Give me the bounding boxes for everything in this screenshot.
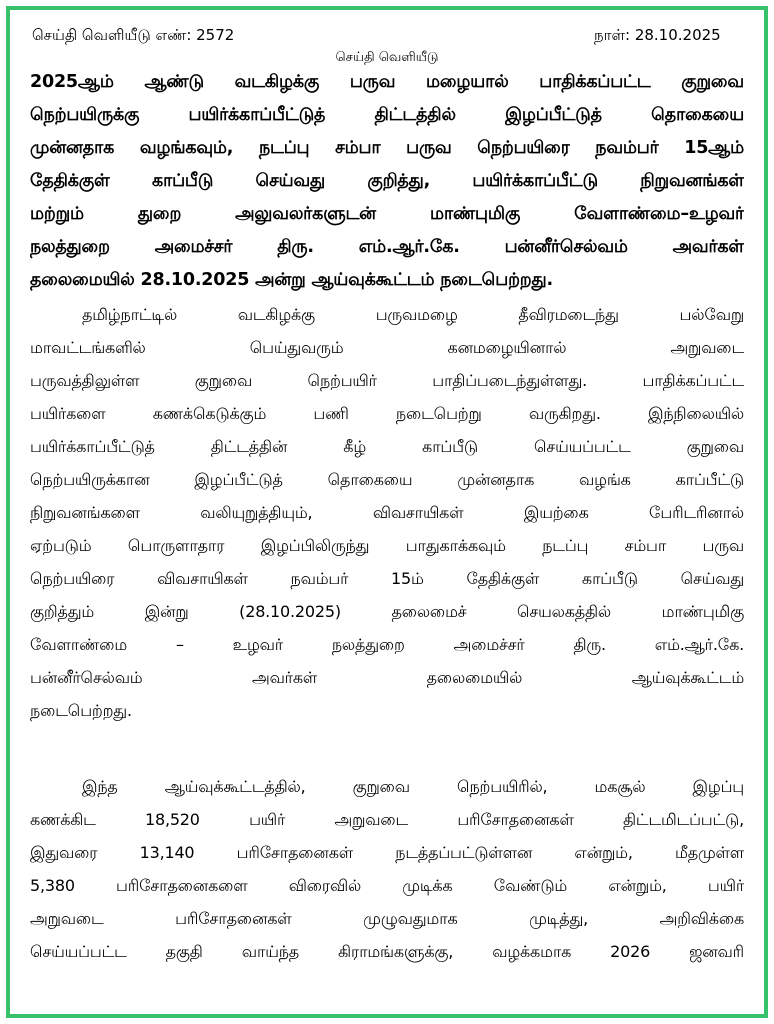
- body-line: தமிழ்நாட்டில் வடகிழக்கு பருவமழை தீவிரமடைந்து பல்வேறு: [82, 305, 744, 324]
- body-line: நெற்பயிரை விவசாயிகள் நவம்பர் 15ம் தேதிக்குள் காப்பீடு செய்வது: [30, 569, 744, 588]
- body-line: பயிர்க்காப்பீட்டுத் திட்டத்தின் கீழ் காப்பீடு செய்யப்பட்ட குறுவை: [30, 437, 744, 456]
- body-line: வேளாண்மை – உழவர் நலத்துறை அமைச்சர் திரு. எம்.ஆர்.கே.: [30, 635, 744, 654]
- body-paragraph-2: [30, 770, 744, 968]
- body-line: கணக்கிட 18,520 பயிர் அறுவடை பரிசோதனைகள் திட்டமிடப்பட்டு,: [30, 810, 744, 829]
- lead-line: நெற்பயிருக்கு பயிர்க்காப்பீட்டுத் திட்டத்தில் இழப்பீட்டுத் தொகையை: [30, 105, 744, 125]
- release-date: நாள்: 28.10.2025: [594, 26, 721, 44]
- header: [0, 26, 774, 50]
- body-line: அறுவடை பரிசோதனைகள் முழுவதுமாக முடித்து, அறிவிக்கை: [30, 909, 744, 928]
- body-line: பயிர்களை கணக்கெடுக்கும் பணி நடைபெற்று வருகிறது. இந்நிலையில்: [30, 404, 744, 423]
- body-line: செய்யப்பட்ட தகுதி வாய்ந்த கிராமங்களுக்கு, வழக்கமாக 2026 ஜனவரி: [30, 942, 744, 961]
- lead-line: நலத்துறை அமைச்சர் திரு. எம்.ஆர்.கே. பன்னீர்செல்வம் அவர்கள்: [30, 237, 744, 257]
- release-number: செய்தி வெளியீடு எண்: 2572: [32, 26, 235, 44]
- body-line: பருவத்திலுள்ள குறுவை நெற்பயிர் பாதிப்படைந்துள்ளது. பாதிக்கப்பட்ட: [30, 371, 744, 390]
- body-line: இந்த ஆய்வுக்கூட்டத்தில், குறுவை நெற்பயிரில், மகசூல் இழப்பு: [82, 777, 744, 796]
- body-line: குறித்தும் இன்று (28.10.2025) தலைமைச் செயலகத்தில் மாண்புமிகு: [30, 602, 744, 621]
- body-paragraph-1: [30, 298, 744, 727]
- body-line: மாவட்டங்களில் பெய்துவரும் கனமழையினால் அறுவடை: [30, 338, 744, 357]
- body-line: நெற்பயிருக்கான இழப்பீட்டுத் தொகையை முன்னதாக வழங்க காப்பீட்டு: [30, 470, 744, 489]
- body-line: இதுவரை 13,140 பரிசோதனைகள் நடத்தப்பட்டுள்ளன என்றும், மீதமுள்ள: [30, 843, 744, 862]
- body-line: ஏற்படும் பொருளாதார இழப்பிலிருந்து பாதுகாக்கவும் நடப்பு சம்பா பருவ: [30, 536, 744, 555]
- body-line: பன்னீர்செல்வம் அவர்கள் தலைமையில் ஆய்வுக்கூட்டம்: [30, 668, 744, 687]
- lead-line: மற்றும் துறை அலுவலர்களுடன் மாண்புமிகு வேளாண்மை–உழவர்: [30, 204, 744, 224]
- document-title: செய்தி வெளியீடு: [335, 50, 439, 65]
- lead-paragraph: [30, 66, 744, 297]
- body-line: 5,380 பரிசோதனைகளை விரைவில் முடிக்க வேண்டும் என்றும், பயிர்: [30, 876, 744, 895]
- body-line: நடைபெற்றது.: [30, 701, 132, 720]
- lead-line: தேதிக்குள் காப்பீடு செய்வது குறித்து, பயிர்க்காப்பீட்டு நிறுவனங்கள்: [30, 171, 744, 191]
- body-line: நிறுவனங்களை வலியுறுத்தியும், விவசாயிகள் இயற்கை பேரிடரினால்: [30, 503, 744, 522]
- lead-line: முன்னதாக வழங்கவும், நடப்பு சம்பா பருவ நெற்பயிரை நவம்பர் 15ஆம்: [30, 138, 744, 158]
- lead-line: 2025ஆம் ஆண்டு வடகிழக்கு பருவ மழையால் பாதிக்கப்பட்ட குறுவை: [30, 72, 744, 92]
- lead-line: தலைமையில் 28.10.2025 அன்று ஆய்வுக்கூட்டம் நடைபெற்றது.: [30, 270, 553, 290]
